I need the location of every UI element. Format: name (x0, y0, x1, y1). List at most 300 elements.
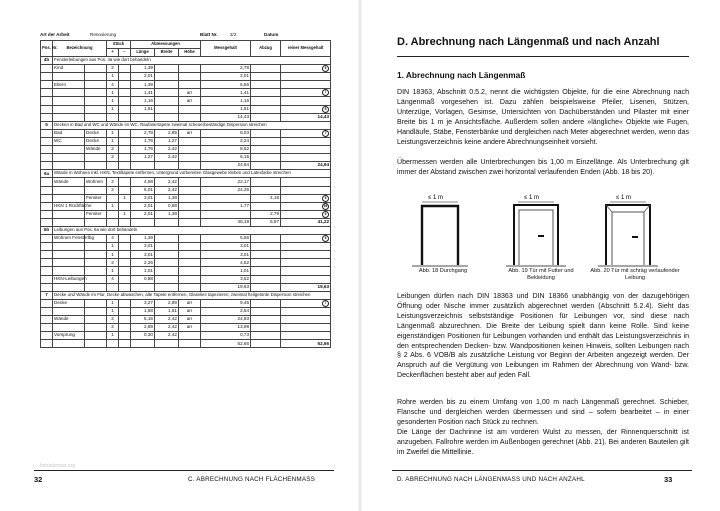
cell-h (179, 137, 201, 145)
cell-l: 1,68 (131, 307, 155, 315)
table-row (41, 137, 331, 145)
reference-mark: 6 (322, 211, 329, 218)
measurement-worksheet (40, 30, 330, 348)
cell-desc: Decken in Bad und WC und Wände im WC. Raufasertapete zweimal scheuerbeständige Dispersion streichen (53, 121, 331, 129)
reference-mark: 89 (323, 203, 328, 208)
cell-abz (251, 186, 281, 194)
cell-bez2 (85, 275, 107, 283)
cell-minus (119, 235, 131, 243)
cell-pos (41, 186, 53, 194)
table-row (41, 57, 331, 65)
cell-rein (281, 137, 331, 145)
col-hoehe: Höhe (179, 49, 201, 57)
cell-plus: 2 (107, 65, 119, 73)
cell-m: 2,24 (201, 137, 251, 145)
reference-mark: 7 (322, 89, 329, 96)
cell-plus: 1 (107, 137, 119, 145)
cell-b: 0,88 (155, 202, 179, 210)
table-row (41, 332, 331, 340)
cell-abz (251, 178, 281, 186)
cell-rein (281, 307, 331, 315)
cell-bez (53, 113, 85, 121)
cell-plus: 4 (107, 235, 119, 243)
table-row (41, 235, 331, 243)
cell-minus (119, 332, 131, 340)
cell-plus (107, 218, 119, 226)
cell-rein (281, 210, 331, 218)
cell-h: arr (179, 299, 201, 307)
worksheet-header (40, 30, 330, 40)
cell-rein (281, 194, 331, 202)
cell-plus: 2 (107, 146, 119, 154)
fig19-caption: Abb. 19 Tür mit Futter und Bekleidung (508, 268, 574, 281)
cell-bez (53, 194, 85, 202)
cell-m: 1,51 (201, 105, 251, 113)
art-label: Art der Arbeit (40, 32, 70, 37)
cell-bez (53, 259, 85, 267)
cell-l: 3,27 (131, 299, 155, 307)
cell-bez2: Wohnen (85, 178, 107, 186)
cell-minus (119, 299, 131, 307)
cell-b (155, 162, 179, 170)
cell-l: 4,58 (131, 178, 155, 186)
cell-minus (119, 65, 131, 73)
cell-bez2 (85, 97, 107, 105)
cell-m: 1,41 (201, 89, 251, 97)
cell-b (155, 81, 179, 89)
cell-l: 3,01 (131, 251, 155, 259)
cell-pos (41, 154, 53, 162)
cell-b: 2,42 (155, 154, 179, 162)
cell-minus (119, 113, 131, 121)
table-row (41, 259, 331, 267)
cell-rein: 24,94 (281, 162, 331, 170)
cell-plus: 2 (107, 154, 119, 162)
cell-m: 52,66 (201, 340, 251, 348)
cell-minus (119, 218, 131, 226)
cell-bez: Vorsprung (53, 332, 85, 340)
fig20-caption: Abb. 20 Tür mit schräg verlaufender Leibung (590, 268, 680, 281)
reference-mark: 7 (322, 300, 329, 307)
cell-m: 1,16 (201, 97, 251, 105)
table-row (41, 251, 331, 259)
cell-rein (281, 65, 331, 73)
cell-bez2: Fenster (85, 210, 107, 218)
reference-mark: 7 (322, 130, 329, 137)
cell-desc: Wände in Wohnen inkl. HKN, Textiltapete entfernen, Untergrund vorbereiten Glasgewebe kleben und Latexfarbe streichen (53, 170, 331, 178)
cell-bez2 (85, 89, 107, 97)
cell-rein (281, 105, 331, 113)
blatt-value: 2/2 (230, 32, 237, 37)
cell-pos (41, 210, 53, 218)
table-row (41, 162, 331, 170)
paragraph-5: Die Länge der Dachrinne ist am vorderen Wulst zu messen, der Rinnenquerschnitt ist anzugeben. Fallrohre werden im Außenbogen gerechnet (Abb. 21). Bei anderen Bauteilen gilt im Zweifel die Mittellinie. (397, 429, 689, 456)
cell-pos (41, 316, 53, 324)
cell-b: 2,42 (155, 178, 179, 186)
cell-minus (119, 105, 131, 113)
cell-bez2: Wände (85, 146, 107, 154)
cell-rein (281, 129, 331, 137)
col-laenge: Länge (131, 49, 155, 57)
cell-h (179, 259, 201, 267)
cell-plus: 1 (107, 129, 119, 137)
cell-rein (281, 275, 331, 283)
table-row (41, 89, 331, 97)
cell-plus (107, 194, 119, 202)
paragraph-2-text: Übermessen werden alle Unterbrechungen bis 1,00 m Einzellänge. Als Unterbrechung gilt immer der Abstand zwischen zwei horizontal verlaufenden Enden (Abb. 18 bis 20). (397, 159, 689, 176)
cell-abz (251, 243, 281, 251)
cell-m: 14,43 (201, 113, 251, 121)
cell-l (131, 340, 155, 348)
door-figure-19 (502, 190, 592, 280)
cell-m: 8,52 (201, 146, 251, 154)
cell-b (155, 218, 179, 226)
col-abmessungen: Abmessungen (131, 41, 201, 49)
cell-pos (41, 89, 53, 97)
cell-b: 2,42 (155, 324, 179, 332)
cell-b (155, 251, 179, 259)
cell-rein (281, 316, 331, 324)
cell-h (179, 283, 201, 291)
cell-b: 2,42 (155, 316, 179, 324)
cell-rein (281, 235, 331, 243)
cell-m: 2,01 (201, 73, 251, 81)
cell-abz (251, 283, 281, 291)
book-gutter (357, 0, 363, 511)
cell-bez2: Fenster (85, 194, 107, 202)
table-row (41, 186, 331, 194)
table-row (41, 129, 331, 137)
cell-plus: 1 (107, 89, 119, 97)
cell-minus (119, 267, 131, 275)
cell-pos (41, 97, 53, 105)
cell-pos (41, 73, 53, 81)
cell-rein (281, 178, 331, 186)
cell-abz: 4,18 (251, 194, 281, 202)
cell-pos (41, 202, 53, 210)
cell-minus (119, 243, 131, 251)
cell-b (155, 105, 179, 113)
cell-plus: 1 (107, 332, 119, 340)
cell-bez (53, 307, 85, 315)
cell-h: arr (179, 307, 201, 315)
cell-abz (251, 97, 281, 105)
cell-pos: 7 (41, 291, 53, 299)
cell-abz: 2,79 (251, 210, 281, 218)
cell-l: 1,39 (131, 235, 155, 243)
cell-bez2 (85, 267, 107, 275)
cell-abz (251, 259, 281, 267)
cell-abz (251, 154, 281, 162)
cell-pos (41, 178, 53, 186)
cell-plus: 2 (107, 316, 119, 324)
cell-bez2 (85, 243, 107, 251)
cell-bez (53, 283, 85, 291)
cell-b: 1,39 (155, 210, 179, 218)
cell-minus (119, 340, 131, 348)
cell-abz (251, 307, 281, 315)
cell-m: 24,25 (201, 186, 251, 194)
cell-m (201, 210, 251, 218)
cell-abz (251, 65, 281, 73)
cell-pos (41, 129, 53, 137)
cell-rein (281, 186, 331, 194)
cell-rein: 52,66 (281, 340, 331, 348)
cell-b (155, 259, 179, 267)
cell-minus (119, 129, 131, 137)
table-row (41, 170, 331, 178)
cell-b (155, 73, 179, 81)
page-number-left: 32 (34, 475, 43, 484)
cell-rein (281, 154, 331, 162)
cell-minus (119, 275, 131, 283)
cell-l: 1,51 (131, 105, 155, 113)
cell-minus (119, 137, 131, 145)
cell-bez (53, 146, 85, 154)
col-plus: + (107, 49, 119, 57)
table-row (41, 210, 331, 218)
cell-minus (119, 73, 131, 81)
cell-bez2 (85, 259, 107, 267)
footer-rule-right (392, 470, 692, 471)
table-row (41, 146, 331, 154)
cell-m: 6,15 (201, 154, 251, 162)
cell-l: 5,15 (131, 316, 155, 324)
cell-desc: Decke und Wände im Flur, Decke abwaschen, alte Tapete entfernen, Glasvlies tapezieren, zweimal heilgetönte Dispersion streichen (53, 291, 331, 299)
cell-bez: HKN-Leibungen (53, 275, 85, 283)
cell-minus (119, 324, 131, 332)
cell-pos (41, 218, 53, 226)
cell-pos (41, 243, 53, 251)
cell-desc: Fensterleibungen aus Pos. 4a wie dort behandeln (53, 57, 331, 65)
reference-mark: 8 (322, 106, 329, 113)
cell-abz (251, 89, 281, 97)
cell-pos (41, 113, 53, 121)
table-row (41, 243, 331, 251)
paragraph-1: DIN 18363, Abschnitt 0.5.2, nennt die wichtigsten Objekte, für die eine Abrechnung nach Längenmaß vorgesehen ist. Dazu zählen beispielsweise Pfeiler, Lisenen, Stützen, Unterzüge, Vorlagen, Gesimse, Untersichten von Dachüberständen und Pilaster mit einer Breite bis 1 m je Ansichtsfläche. Außerdem sollen andere »längliche« Objekte wie Fugen, Handläufe, Stäbe, Fensterbänke und dergleichen nach Meter abgerechnet werden, wenn das Leistungsverzeichnis keine andere Abrechnungseinheit vorsieht. (397, 89, 689, 146)
cell-h: arr (179, 316, 201, 324)
col-bezeichnung: Bezeichnung (53, 41, 107, 57)
cell-pos (41, 251, 53, 259)
cell-h: arr (179, 324, 201, 332)
cell-minus (119, 146, 131, 154)
cell-pos (41, 340, 53, 348)
cell-b (155, 275, 179, 283)
cell-l: 1,39 (131, 65, 155, 73)
cell-minus (119, 316, 131, 324)
footer-rule-left (34, 470, 334, 471)
cell-bez2 (85, 154, 107, 162)
datum-label: Datum (264, 32, 279, 37)
cell-h (179, 186, 201, 194)
running-head-left: C. ABRECHNUNG NACH FLÄCHENMASS (188, 476, 316, 483)
cell-b (155, 340, 179, 348)
table-row (41, 299, 331, 307)
cell-bez2 (85, 105, 107, 113)
cell-h (179, 202, 201, 210)
cell-pos: 4b (41, 57, 53, 65)
cell-plus: 1 (107, 307, 119, 315)
cell-bez (53, 243, 85, 251)
cell-l: 2,01 (131, 210, 155, 218)
table-row (41, 113, 331, 121)
cell-b: 2,42 (155, 186, 179, 194)
cell-bez2 (85, 251, 107, 259)
cell-l: 1,16 (131, 97, 155, 105)
cell-rein: 41,22 (281, 218, 331, 226)
cell-bez2: Decke (85, 137, 107, 145)
cell-pos (41, 259, 53, 267)
cell-l (131, 283, 155, 291)
cell-minus (119, 259, 131, 267)
cell-pos (41, 332, 53, 340)
cell-pos (41, 162, 53, 170)
blatt-label: Blatt Nr. (200, 32, 218, 37)
cell-b: 2,89 (155, 299, 179, 307)
dim-label-20: ≤ 1 m (616, 195, 631, 201)
cell-bez2 (85, 73, 107, 81)
cell-l: 2,26 (131, 259, 155, 267)
cell-h (179, 81, 201, 89)
cell-plus: 1 (107, 97, 119, 105)
cell-m: 24,94 (201, 162, 251, 170)
cell-plus: 2 (107, 186, 119, 194)
cell-b (155, 235, 179, 243)
cell-bez (53, 186, 85, 194)
cell-bez2 (85, 186, 107, 194)
title-rule (397, 56, 689, 57)
cell-plus: 2 (107, 259, 119, 267)
cell-m: 3,01 (201, 251, 251, 259)
cell-plus (107, 283, 119, 291)
cell-b (155, 283, 179, 291)
cell-h (179, 146, 201, 154)
table-row (41, 275, 331, 283)
cell-abz (251, 137, 281, 145)
cell-abz (251, 235, 281, 243)
cell-l: 3,01 (131, 194, 155, 202)
cell-plus: 2 (107, 178, 119, 186)
dim-label-18: ≤ 1 m (428, 195, 443, 201)
table-row (41, 194, 331, 202)
cell-m: 24,93 (201, 316, 251, 324)
cell-bez2 (85, 340, 107, 348)
cell-l: 0,30 (131, 332, 155, 340)
cell-bez2 (85, 299, 107, 307)
cell-bez2 (85, 81, 107, 89)
door-figure-18 (408, 190, 498, 280)
table-row (41, 267, 331, 275)
cell-bez (53, 73, 85, 81)
cell-h (179, 65, 201, 73)
cell-m: 9,45 (201, 299, 251, 307)
dim-label-19: ≤ 1 m (524, 195, 539, 201)
cell-plus: 4 (107, 81, 119, 89)
cell-pos (41, 307, 53, 315)
cell-rein (281, 202, 331, 210)
cell-minus (119, 89, 131, 97)
cell-plus (107, 340, 119, 348)
cell-abz (251, 162, 281, 170)
cell-l: 2,78 (131, 129, 155, 137)
paragraph-4: Rohre werden bis zu einem Umfang von 1,00 m nach Längenmaß gerechnet. Schieber, Flansche und dergleichen werden übermessen und sind – sofern bearbeitet – in einer gesonderten Position nach Stück zu rechnen. (397, 399, 689, 426)
cell-h (179, 178, 201, 186)
cell-b (155, 97, 179, 105)
cell-h (179, 243, 201, 251)
cell-bez (53, 105, 85, 113)
watermark: fotoartemas.org (40, 463, 76, 469)
cell-bez2 (85, 113, 107, 121)
cell-abz (251, 81, 281, 89)
cell-bez (53, 218, 85, 226)
cell-bez: Bad (53, 129, 85, 137)
cell-h (179, 162, 201, 170)
art-value: Renovierung (90, 32, 117, 37)
fig18-caption: Abb. 18 Durchgang (418, 268, 468, 274)
cell-h (179, 275, 201, 283)
cell-plus (107, 162, 119, 170)
cell-bez (53, 89, 85, 97)
cell-pos: 5 (41, 121, 53, 129)
cell-bez2 (85, 162, 107, 170)
cell-plus: 1 (107, 243, 119, 251)
cell-b (155, 243, 179, 251)
cell-b (155, 89, 179, 97)
cell-bez: WC (53, 137, 85, 145)
cell-l (131, 218, 155, 226)
cell-plus (107, 210, 119, 218)
cell-pos (41, 81, 53, 89)
cell-h (179, 73, 201, 81)
cell-pos (41, 283, 53, 291)
cell-abz (251, 316, 281, 324)
cell-plus: 1 (107, 105, 119, 113)
cell-abz (251, 73, 281, 81)
cell-rein (281, 243, 331, 251)
cell-h (179, 154, 201, 162)
cell-minus: 1 (119, 210, 131, 218)
cell-minus (119, 154, 131, 162)
table-row (41, 316, 331, 324)
cell-m: 4,52 (201, 259, 251, 267)
cell-bez2 (85, 283, 107, 291)
cell-abz (251, 299, 281, 307)
cell-rein (281, 267, 331, 275)
table-row (41, 324, 331, 332)
cell-m: 13,99 (201, 324, 251, 332)
cell-rein (281, 81, 331, 89)
cell-h (179, 218, 201, 226)
table-header-row (41, 41, 331, 49)
cell-b: 2,42 (155, 332, 179, 340)
cell-l: 2,89 (131, 324, 155, 332)
cell-b: 1,27 (155, 137, 179, 145)
cell-m: 48,19 (201, 218, 251, 226)
cell-h (179, 194, 201, 202)
paragraph-3: Leibungen dürfen nach DIN 18363 und DIN 18366 unabhängig von der dazugehörigen Öffnung oder Nische immer zusätzlich abgerechnet werden (Abschnitt 5.2.4). Sieht das Leistungsverzeichnis selbstständige Positionen für Leibungen vor, sind diese nach Längenmaß abzurechnen. Die Breite der Leibung spielt dann keine Rolle. Sind keine eigenständigen Positionen für Leibungen vorhanden und enthält das Leistungsverzeichnis in den entsprechenden Decken- bzw. Wandpositionen keinen Hinweis, sollten Leibungen nach § 2 Abs. 6 VOB/B als zusätzliche Leistung vor Beginn der Arbeiten angezeigt werden. Der Anspruch auf die Vergütung von Leibungen im Rahmen der Abrechnung von Wand- bzw. Deckenflächen besteht aber auf jeden Fall. (397, 293, 689, 380)
section-title: D. Abrechnung nach Längenmaß und nach Anzahl (397, 36, 660, 48)
cell-rein (281, 251, 331, 259)
cell-rein (281, 73, 331, 81)
cell-minus (119, 178, 131, 186)
cell-abz (251, 146, 281, 154)
cell-rein (281, 332, 331, 340)
cell-bez2 (85, 332, 107, 340)
cell-pos: 6a (41, 170, 53, 178)
cell-plus: 1 (107, 299, 119, 307)
cell-plus: 4 (107, 275, 119, 283)
cell-bez (53, 154, 85, 162)
